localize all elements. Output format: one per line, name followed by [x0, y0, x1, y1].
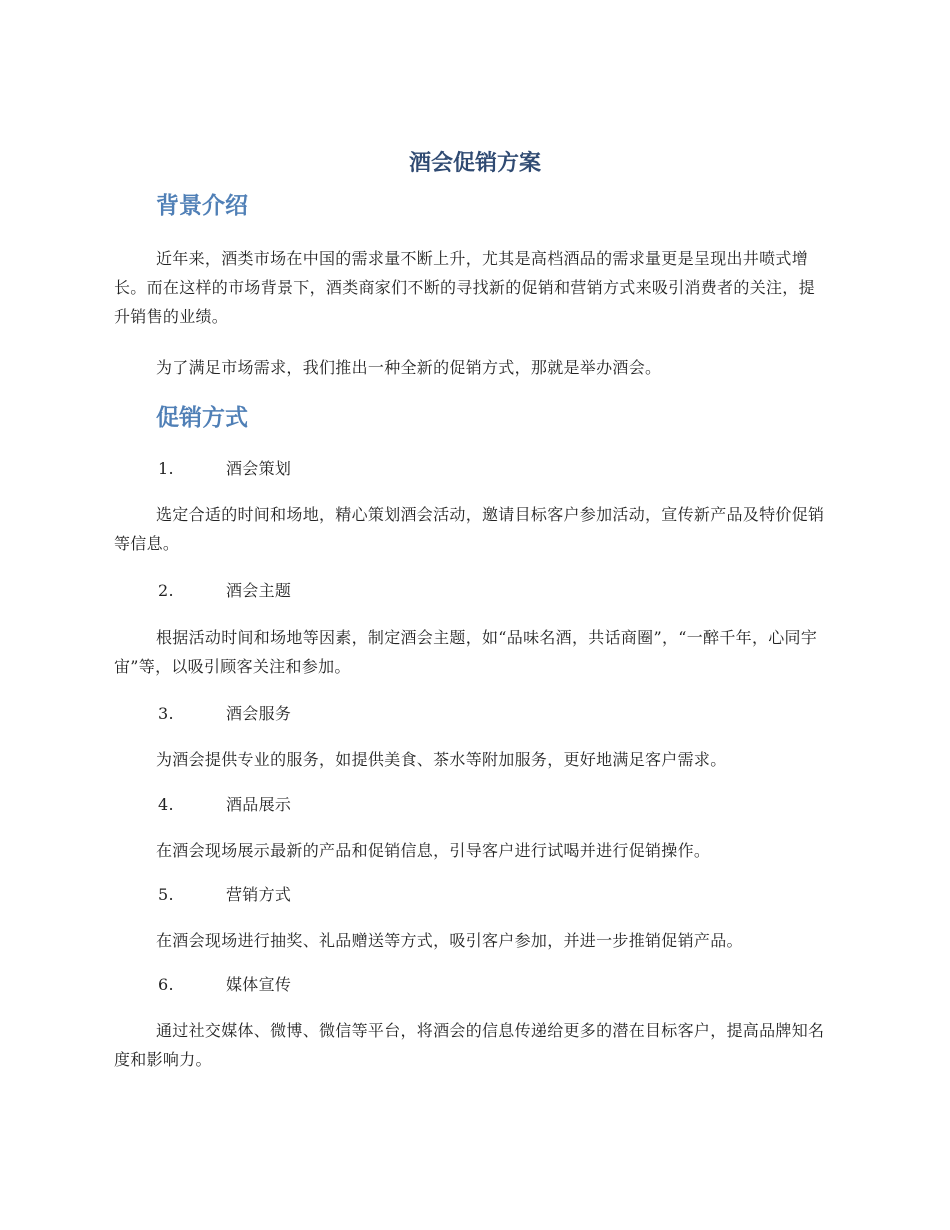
list-item-description: 在酒会现场进行抽奖、礼品赠送等方式，吸引客户参加，并进一步推销促销产品。 [156, 931, 743, 950]
list-item-description: 在酒会现场展示最新的产品和促销信息，引导客户进行试喝并进行促销操作。 [156, 841, 711, 860]
section-heading-promotion: 促销方式 [156, 405, 248, 431]
list-item-3 [158, 701, 291, 727]
list-item-number: 2. [158, 581, 174, 600]
list-item-description: 根据活动时间和场地等因素，制定酒会主题，如“品味名酒，共话商圈”，“一醉千年，心同宇宙”等，以吸引顾客关注和参加。 [114, 628, 818, 676]
list-item-4 [158, 792, 291, 818]
background-paragraph-2: 为了满足市场需求，我们推出一种全新的促销方式，那就是举办酒会。 [156, 358, 662, 377]
list-item-description: 通过社交媒体、微博、微信等平台，将酒会的信息传递给更多的潜在目标客户，提高品牌知名度和影响力。 [114, 1021, 825, 1069]
list-item-number: 6. [158, 975, 174, 994]
list-item-1 [158, 456, 291, 482]
list-item-number: 5. [158, 885, 174, 904]
list-item-number: 1. [158, 459, 174, 478]
list-item-title: 营销方式 [226, 885, 292, 904]
list-item-description: 为酒会提供专业的服务，如提供美食、茶水等附加服务，更好地满足客户需求。 [156, 750, 727, 769]
list-item-description: 选定合适的时间和场地，精心策划酒会活动，邀请目标客户参加活动，宣传新产品及特价促销等信息。 [114, 505, 825, 553]
section-heading-background: 背景介绍 [156, 193, 248, 219]
list-item-title: 酒品展示 [226, 795, 292, 814]
list-item-6 [158, 972, 291, 998]
list-item-title: 酒会主题 [226, 581, 292, 600]
list-item-number: 3. [158, 704, 174, 723]
list-item-number: 4. [158, 795, 174, 814]
list-item-title: 酒会服务 [226, 704, 292, 723]
background-paragraph-1: 近年来，酒类市场在中国的需求量不断上升，尤其是高档酒品的需求量更是呈现出井喷式增长。而在这样的市场背景下，酒类商家们不断的寻找新的促销和营销方式来吸引消费者的关注，提升销售的业绩。 [114, 249, 815, 326]
list-item-title: 媒体宣传 [226, 975, 292, 994]
list-item-title: 酒会策划 [226, 459, 292, 478]
document-title: 酒会促销方案 [408, 151, 541, 176]
list-item-2 [158, 578, 291, 604]
list-item-5 [158, 882, 291, 908]
